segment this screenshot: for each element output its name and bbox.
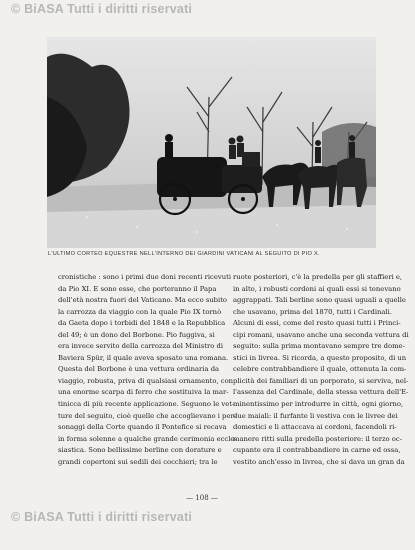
text-line: la carrozza da viaggio con la quale Pio IX tornò <box>58 307 222 316</box>
text-line: era invece servito della carrozza del Ministro di <box>58 342 224 351</box>
text-line: siastica. Sono bellissime berline con dorature e <box>58 446 222 455</box>
watermark-bottom: © BiASA Tutti i diritti riservati <box>11 510 193 524</box>
text-line: manere ritti sulla predella posteriore: il terzo oc- <box>233 434 402 443</box>
text-line: due maiali: il furfante li vestiva con le livree dei <box>233 411 398 420</box>
text-line: che usavano, prima del 1870, tutti i Cardinali. <box>233 307 392 316</box>
photograph-papal-carriage <box>47 37 376 248</box>
watermark-top: © BiASA Tutti i diritti riservati <box>11 2 193 16</box>
text-line: cronistiche : sono i primi due doni recenti ricevuti <box>58 273 231 281</box>
text-line: Questa del Borbone è una vettura ordinaria da <box>58 365 220 374</box>
text-line: domestici e li attaccava ai cordoni, facendoli ri- <box>233 423 397 432</box>
text-line: grandi copertoni sui sedili dei cocchieri; tra le <box>58 457 218 466</box>
text-line: tinicca di più recente applicazione. Seguono le vet- <box>58 400 235 409</box>
photograph-illustration <box>47 37 376 248</box>
text-line: aggrappati. Tali berline sono quasi uguali a quelle <box>233 296 406 305</box>
text-column-left <box>58 272 237 468</box>
text-line: Alcuni di essi, come del resto quasi tutti i Princi- <box>233 319 401 328</box>
text-line: ture del seguito, cioè quelle che accoglievano i per- <box>58 411 236 420</box>
text-line: in forma solenne a qualche grande cerimonia eccle- <box>58 434 237 443</box>
photo-caption: L'ULTIMO CORTEO EQUESTRE NELL'INTERNO DEI GIARDINI VATICANI AL SEGUITO DI PIO X. <box>48 251 320 257</box>
text-line: da Gaeta dopo i torbidi del 1848 e la Repubblica <box>58 319 226 328</box>
text-line: l'assenza del Cardinale, della stessa vettura dell'E- <box>233 388 409 397</box>
text-line: da Pio XI. E sono esse, che porteranno il Papa <box>58 284 217 293</box>
text-line: seguito: sulla prima montavano sempre tre dome- <box>233 342 405 351</box>
text-line: Baviera Spür, il quale aveva sposato una romana. <box>58 353 229 362</box>
text-line: cupante era il contrabbandiere in carne ed ossa, <box>233 446 401 455</box>
text-line: minentissimo per introdurre in città, ogni giorno, <box>233 400 404 409</box>
text-line: plicità dei familiari di un porporato, si serviva, nel- <box>233 376 409 385</box>
text-line: ruote posteriori, c'è la predella per gli staffieri e, <box>233 273 403 281</box>
text-line: sonaggi della Corte quando il Pontefice si recava <box>58 423 227 432</box>
text-line: vestito anch'esso in livrea, che si dava un gran da <box>233 457 405 466</box>
text-line: dell'età nostra fuori del Vaticano. Ma ecco subito <box>58 296 228 305</box>
page-number: — 108 — <box>186 494 218 502</box>
text-line: celebre contrabbandiere il quale, ottenuta la com- <box>233 365 407 374</box>
text-line: stici in livrea. Si ricorda, a questo proposito, di un <box>233 353 407 362</box>
text-line: cipi romani, usavano anche una seconda vettura di <box>233 330 409 339</box>
text-column-right <box>233 272 409 468</box>
text-line: una enorme scarpa di ferro che sostituiva la mar- <box>58 388 229 397</box>
text-line: viaggio, robusta, priva di qualsiasi ornamento, con <box>58 376 234 385</box>
text-line: in alto, i robusti cordoni ai quali essi si tenevano <box>233 284 401 293</box>
text-line: del 49; è un dono del Borbone. Pio fuggiva, si <box>58 330 215 339</box>
